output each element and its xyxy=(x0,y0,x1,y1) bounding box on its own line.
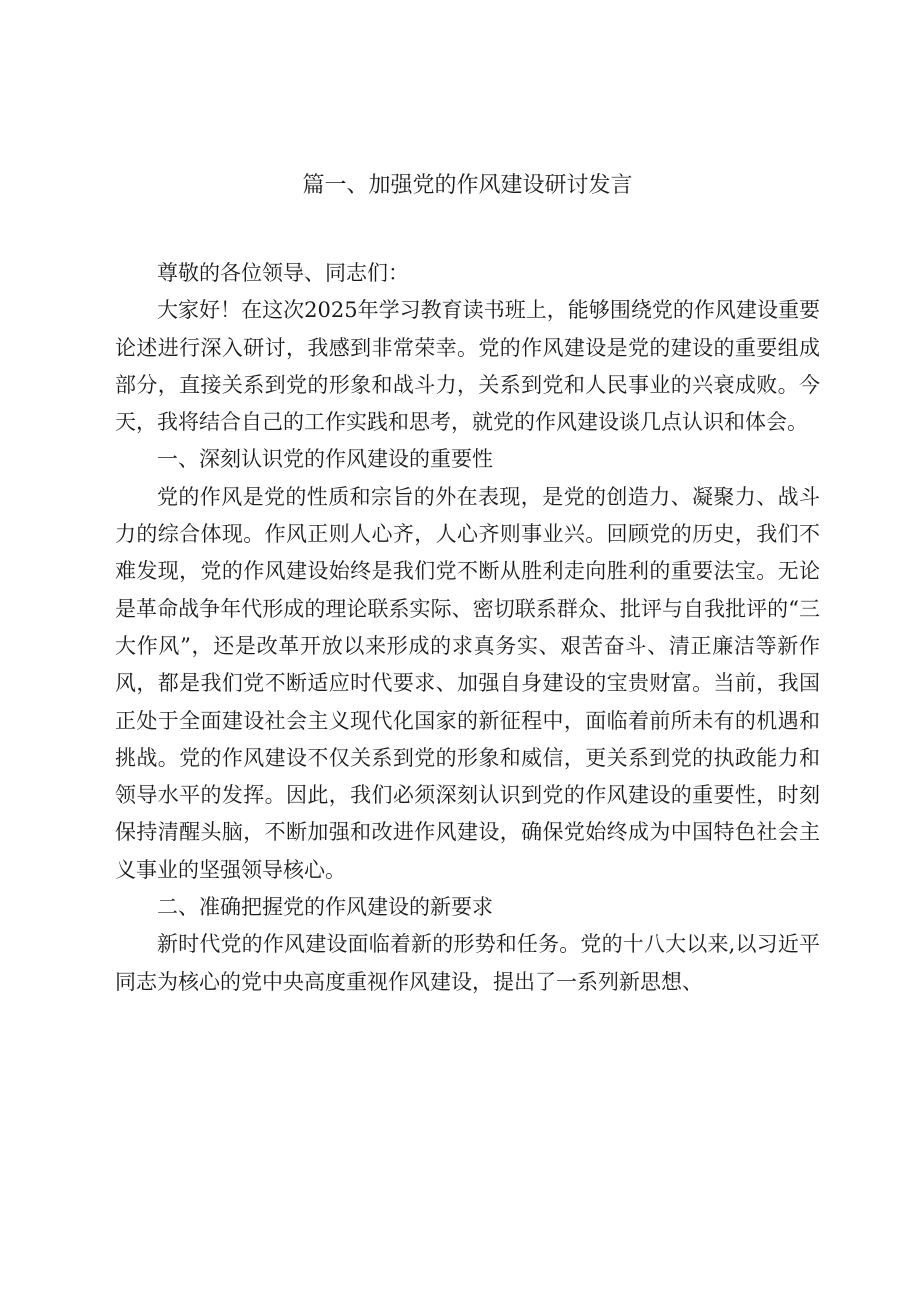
section-1-paragraph: 党的作风是党的性质和宗旨的外在表现，是党的创造力、凝聚力、战斗力的综合体现。作风正则人心齐，人心齐则事业兴。回顾党的历史，我们不难发现，党的作风建设始终是我们党不断从胜利走向胜利的重要法宝。无论是革命战争年代形成的理论联系实际、密切联系群众、批评与自我批评的“三大作风”，还是改革开放以来形成的求真务实、艰苦奋斗、清正廉洁等新作风，都是我们党不断适应时代要求、加强自身建设的宝贵财富。当前，我国正处于全面建设社会主义现代化国家的新征程中，面临着前所未有的机遇和挑战。党的作风建设不仅关系到党的形象和威信，更关系到党的执政能力和领导水平的发挥。因此，我们必须深刻认识到党的作风建设的重要性，时刻保持清醒头脑，不断加强和改进作风建设，确保党始终成为中国特色社会主义事业的坚强领导核心。 xyxy=(115,484,820,882)
document-body xyxy=(115,255,820,1001)
intro-paragraph: 大家好！在这次2025年学习教育读书班上，能够围绕党的作风建设重要论述进行深入研讨，我感到非常荣幸。党的作风建设是党的建设的重要组成部分，直接关系到党的形象和战斗力，关系到党和人民事业的兴衰成败。今天，我将结合自己的工作实践和思考，就党的作风建设谈几点认识和体会。 xyxy=(115,298,820,435)
section-heading-2: 二、准确把握党的作风建设的新要求 xyxy=(157,895,493,920)
section-heading-1: 一、深刻认识党的作风建设的重要性 xyxy=(157,447,493,472)
salutation: 尊敬的各位领导、同志们： xyxy=(157,261,409,285)
document-title: 篇一、加强党的作风建设研讨发言 xyxy=(302,173,633,198)
section-2-paragraph: 新时代党的作风建设面临着新的形势和任务。党的十八大以来,以习近平同志为核心的党中央高度重视作风建设，提出了一系列新思想、 xyxy=(115,932,820,994)
